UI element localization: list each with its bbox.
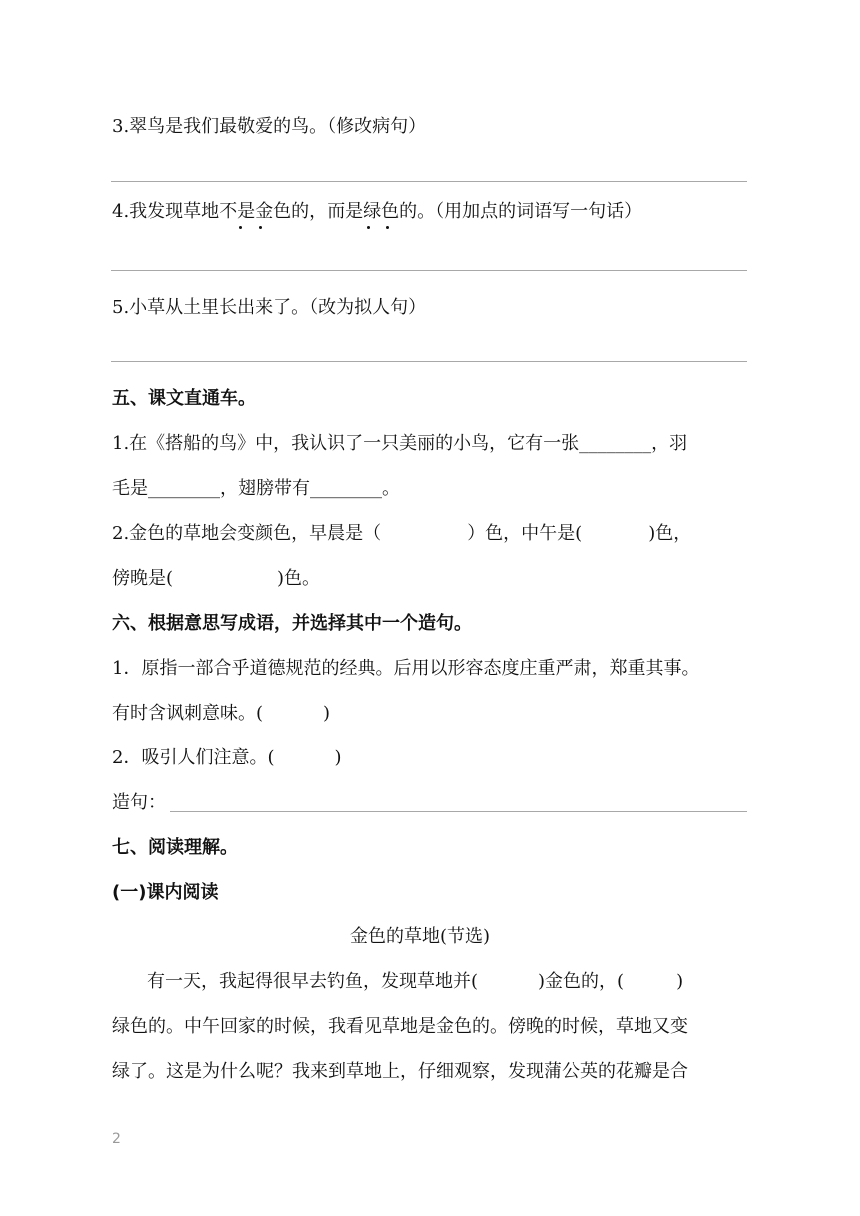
q4-dotted-word-2: 而是 [327, 201, 364, 222]
item-2-text-a: 2.金色的草地会变颜色，早晨是（ [112, 523, 382, 544]
section-5-item-2-line-2 [112, 566, 320, 592]
q4-middle: 金色的， [255, 201, 328, 222]
q4-suffix: 绿色的。（用加点的词语写一句话） [363, 201, 643, 222]
emphasis-dot [259, 226, 262, 229]
q4-dotted-word-1: 不是 [219, 201, 256, 222]
section-6-item-1-line-1: 1．原指一部合乎道德规范的经典。后用以形容态度庄重严肃，郑重其事。 [112, 658, 700, 679]
answer-line-q3 [111, 181, 747, 182]
sentence-answer-line [170, 811, 747, 812]
section-5-heading: 五、课文直通车。 [112, 388, 256, 409]
section-6-item-2 [112, 745, 342, 771]
section-6-heading: 六、根据意思写成语，并选择其中一个造句。 [112, 613, 472, 634]
emphasis-dot [386, 226, 389, 229]
emphasis-dot [367, 226, 370, 229]
passage-line-1-c: ) [676, 971, 684, 992]
section-5-item-1-line-2: 毛是________，翅膀带有________。 [112, 478, 400, 499]
item-1-line-2-b: ) [323, 703, 331, 724]
section-7-heading: 七、阅读理解。 [112, 837, 238, 858]
question-4 [112, 199, 642, 225]
item-2-b: ) [334, 747, 342, 768]
passage-title: 金色的草地(节选) [350, 926, 491, 947]
q4-prefix: 4.我发现草地 [112, 201, 220, 222]
answer-line-q5 [111, 361, 747, 362]
passage-line-1 [147, 969, 683, 995]
passage-line-2: 绿色的。中午回家的时候，我看见草地是金色的。傍晚的时候，草地又变 [112, 1016, 688, 1037]
passage-line-1-a: 有一天，我起得很早去钓鱼，发现草地并( [147, 971, 479, 992]
item-2-text-b: ）色，中午是( [467, 523, 583, 544]
section-6-item-1-line-2 [112, 701, 330, 727]
section-5-item-1-line-1: 1.在《搭船的鸟》中，我认识了一只美丽的小鸟，它有一张________，羽 [112, 433, 688, 454]
passage-line-3: 绿了。这是为什么呢？我来到草地上，仔细观察，发现蒲公英的花瓣是合 [112, 1061, 688, 1082]
question-5: 5.小草从土里长出来了。（改为拟人句） [112, 297, 427, 318]
item-2-text-c: )色， [648, 523, 692, 544]
item-2-a: 2．吸引人们注意。( [112, 747, 275, 768]
passage-line-1-b: )金色的，( [538, 971, 625, 992]
item-2-line-2-a: 傍晚是( [112, 568, 174, 589]
answer-line-q4 [111, 270, 747, 271]
item-1-line-2-a: 有时含讽刺意味。( [112, 703, 264, 724]
question-3: 3.翠鸟是我们最敬爱的鸟。（修改病句） [112, 116, 427, 137]
emphasis-dot [239, 226, 242, 229]
item-2-line-2-b: )色。 [277, 568, 321, 589]
sentence-label: 造句： [112, 792, 166, 813]
section-7-subheading: (一)课内阅读 [112, 882, 219, 903]
page-number: 2 [112, 1131, 121, 1147]
section-5-item-2-line-1 [112, 521, 691, 547]
